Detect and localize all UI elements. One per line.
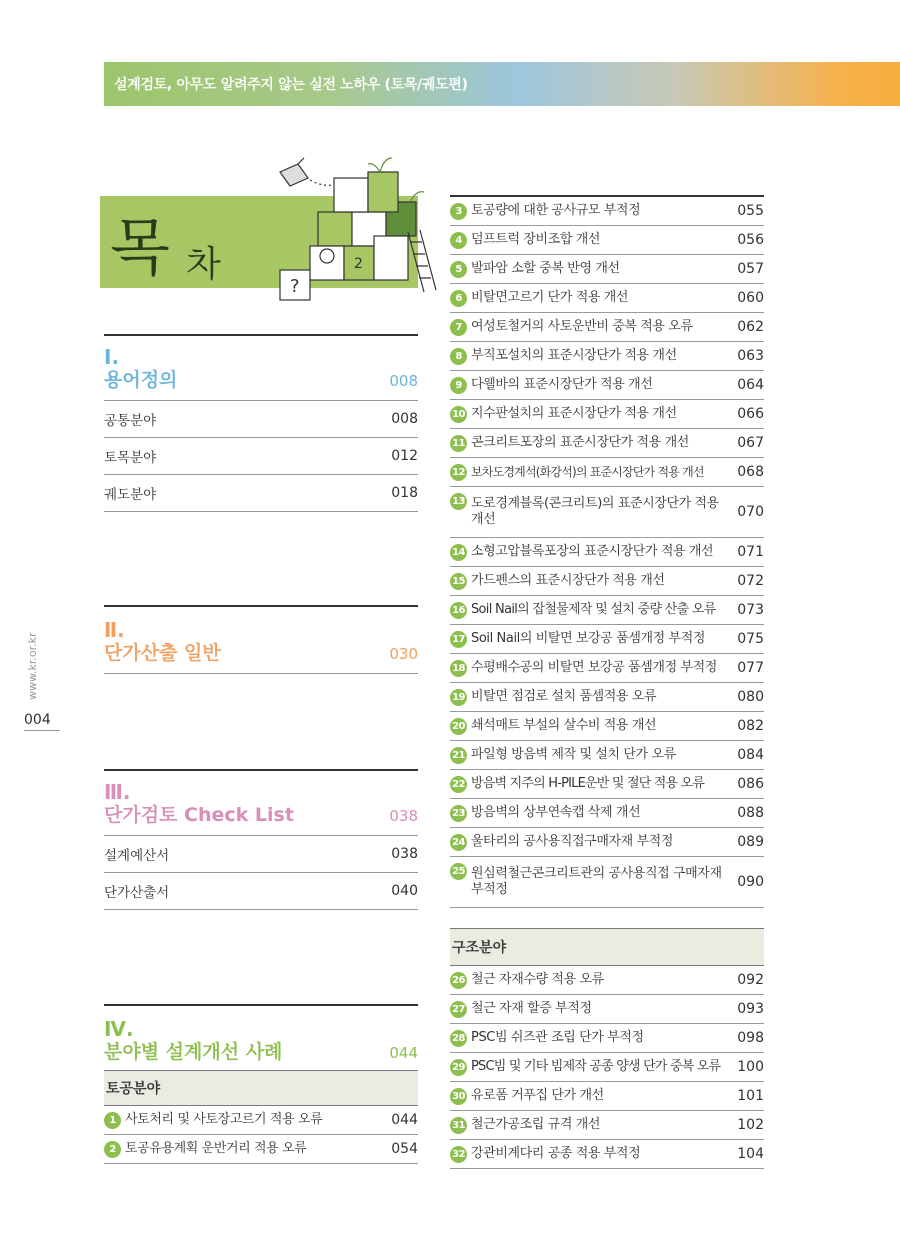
item-number-badge: 8 — [450, 348, 467, 365]
page-number: 004 — [24, 712, 51, 728]
item-number-badge: 22 — [450, 776, 467, 793]
item-page: 089 — [737, 834, 764, 850]
header-banner — [104, 62, 900, 106]
list-item[interactable] — [450, 458, 764, 487]
section-1-title[interactable]: 용어정의 — [104, 369, 178, 391]
item-label: 사토처리 및 사토장고르기 적용 오류 — [125, 1112, 323, 1127]
item-page: 057 — [737, 261, 764, 277]
item-label: 보차도경계석(화강석)의 표준시장단가 적용 개선 — [471, 465, 704, 479]
toc-row[interactable] — [104, 438, 418, 475]
list-item[interactable] — [450, 313, 764, 342]
list-item[interactable] — [450, 654, 764, 683]
item-label: 가드펜스의 표준시장단가 적용 개선 — [471, 573, 665, 588]
item-label: 수평배수공의 비탈면 보강공 품셈개정 부적정 — [471, 660, 717, 675]
section-1-page: 008 — [389, 372, 418, 390]
item-number-badge: 2 — [104, 1141, 121, 1158]
item-page: 090 — [737, 874, 764, 890]
item-label: 파일형 방음벽 제작 및 설치 단가 오류 — [471, 747, 676, 762]
section-2-header — [104, 641, 418, 674]
section-2-number: Ⅱ. — [104, 618, 125, 642]
item-number-badge: 18 — [450, 660, 467, 677]
item-number-badge: 28 — [450, 1030, 467, 1047]
banner-title: 설계검토, 아무도 알려주지 않는 실전 노하우 (토목/궤도편) — [114, 77, 468, 93]
item-number-badge: 26 — [450, 972, 467, 989]
item-page: 082 — [737, 718, 764, 734]
item-page: 088 — [737, 805, 764, 821]
item-page: 102 — [737, 1117, 764, 1133]
list-item[interactable] — [450, 1140, 764, 1169]
list-item[interactable] — [450, 741, 764, 770]
item-number-badge: 23 — [450, 805, 467, 822]
subsection-heading: 구조분야 — [450, 928, 764, 966]
item-page: 062 — [737, 319, 764, 335]
item-page: 044 — [391, 1112, 418, 1128]
list-item[interactable] — [450, 683, 764, 712]
section-4-header — [104, 1040, 418, 1070]
item-label: 콘크리트포장의 표준시장단가 적용 개선 — [471, 435, 689, 450]
item-number-badge: 17 — [450, 631, 467, 648]
toc-row[interactable] — [104, 475, 418, 512]
item-page: 054 — [391, 1141, 418, 1157]
section-1-header — [104, 368, 418, 401]
item-page: 056 — [737, 232, 764, 248]
item-number-badge: 16 — [450, 602, 467, 619]
section-2 — [104, 605, 418, 674]
list-item[interactable] — [450, 1053, 764, 1082]
item-number-badge: 25 — [450, 863, 467, 880]
item-number-badge: 5 — [450, 261, 467, 278]
item-number-badge: 31 — [450, 1117, 467, 1134]
item-label: 방음벽 지주의 H-PILE운반 및 절단 적용 오류 — [471, 776, 705, 791]
item-number-badge: 14 — [450, 544, 467, 561]
item-label: 쇄석매트 부설의 살수비 적용 개선 — [471, 718, 657, 733]
item-page: 073 — [737, 602, 764, 618]
list-item[interactable] — [450, 255, 764, 284]
item-page: 067 — [737, 435, 764, 451]
item-label: 덤프트럭 장비조합 개선 — [471, 232, 601, 247]
item-label: 부직포설치의 표준시장단가 적용 개선 — [471, 348, 677, 363]
section-3-header — [104, 803, 418, 836]
item-number-badge: 4 — [450, 232, 467, 249]
item-number-badge: 20 — [450, 718, 467, 735]
item-number-badge: 6 — [450, 290, 467, 307]
item-label: 비탈면 점검로 설치 품셈적용 오류 — [471, 689, 657, 704]
section-4-title[interactable]: 분야별 설계개선 사례 — [104, 1041, 283, 1063]
toc-row[interactable] — [104, 873, 418, 910]
item-page: 101 — [737, 1088, 764, 1104]
list-item[interactable] — [450, 1024, 764, 1053]
item-number-badge: 13 — [450, 493, 467, 510]
toc-row[interactable] — [104, 836, 418, 873]
item-page: 063 — [737, 348, 764, 364]
list-item[interactable] — [450, 770, 764, 799]
subsection-heading: 토공분야 — [104, 1070, 418, 1106]
item-page: 070 — [737, 504, 764, 520]
item-label: 철근 자재수량 적용 오류 — [471, 972, 604, 987]
item-page: 100 — [737, 1059, 764, 1075]
item-page: 055 — [737, 203, 764, 219]
item-label: 다웰바의 표준시장단가 적용 개선 — [471, 377, 653, 392]
item-label: 철근가공조립 규격 개선 — [471, 1117, 601, 1132]
section-4-number: Ⅳ. — [104, 1017, 134, 1041]
list-item[interactable] — [104, 1106, 418, 1135]
toc-row-label: 단가산출서 — [104, 885, 170, 901]
item-page: 077 — [737, 660, 764, 676]
toc-row[interactable] — [104, 401, 418, 438]
list-item[interactable] — [450, 284, 764, 313]
toc-row-page: 012 — [391, 448, 418, 464]
list-item[interactable] — [104, 1135, 418, 1164]
item-number-badge: 1 — [104, 1112, 121, 1129]
item-number-badge: 12 — [450, 464, 467, 481]
item-label: 원심력철근콘크리트관의 공사용직접 구매자재 부적정 — [471, 866, 722, 897]
toc-title-char2: 차 — [186, 244, 221, 285]
item-number-badge: 32 — [450, 1146, 467, 1163]
item-number-badge: 29 — [450, 1059, 467, 1076]
svg-text:2: 2 — [354, 256, 363, 272]
section-1 — [104, 334, 418, 512]
item-label: 여성토철거의 사토운반비 중복 적용 오류 — [471, 319, 693, 334]
item-page: 066 — [737, 406, 764, 422]
list-item[interactable] — [450, 966, 764, 995]
toc-row-label: 궤도분야 — [104, 487, 157, 503]
section-3-number: Ⅲ. — [104, 780, 131, 804]
blocks-illustration — [270, 152, 438, 312]
item-label: 방음벽의 상부연속캡 삭제 개선 — [471, 805, 641, 820]
section-3-title[interactable]: 단가검토 Check List — [104, 804, 294, 826]
list-item[interactable] — [450, 538, 764, 567]
list-item[interactable] — [450, 487, 764, 538]
list-item[interactable] — [450, 712, 764, 741]
item-number-badge: 21 — [450, 747, 467, 764]
item-label: Soil Nail의 잡철물제작 및 설치 중량 산출 오류 — [471, 602, 716, 617]
list-item[interactable] — [450, 625, 764, 654]
item-number-badge: 7 — [450, 319, 467, 336]
item-label: 토공량에 대한 공사규모 부적정 — [471, 203, 641, 218]
item-number-badge: 3 — [450, 203, 467, 220]
item-label: Soil Nail의 비탈면 보강공 품셈개정 부적정 — [471, 631, 706, 646]
item-label: PSC빔 쉬즈관 조립 단가 부적정 — [471, 1030, 644, 1045]
item-number-badge: 30 — [450, 1088, 467, 1105]
section-4-page: 044 — [389, 1044, 418, 1062]
item-page: 071 — [737, 544, 764, 560]
site-url: www.kr.or.kr — [26, 632, 39, 700]
item-page: 080 — [737, 689, 764, 705]
item-page: 068 — [737, 464, 764, 480]
list-item[interactable] — [450, 857, 764, 908]
section-1-number: Ⅰ. — [104, 345, 120, 369]
toc-row-page: 040 — [391, 883, 418, 899]
item-label: 비탈면고르기 단가 적용 개선 — [471, 290, 629, 305]
item-label: 소형고압블록포장의 표준시장단가 적용 개선 — [471, 544, 714, 559]
item-page: 086 — [737, 776, 764, 792]
list-item[interactable] — [450, 995, 764, 1024]
item-number-badge: 15 — [450, 573, 467, 590]
toc-row-page: 038 — [391, 846, 418, 862]
item-page: 098 — [737, 1030, 764, 1046]
item-page: 092 — [737, 972, 764, 988]
toc-row-page: 008 — [391, 411, 418, 427]
item-number-badge: 10 — [450, 406, 467, 423]
item-label: 토공유용계획 운반거리 적용 오류 — [125, 1141, 307, 1156]
item-page: 093 — [737, 1001, 764, 1017]
list-item[interactable] — [450, 828, 764, 857]
item-number-badge: 24 — [450, 834, 467, 851]
item-number-badge: 27 — [450, 1001, 467, 1018]
toc-row-label: 토목분야 — [104, 450, 157, 466]
section-3-page: 038 — [389, 807, 418, 825]
item-label: 발파암 소할 중복 반영 개선 — [471, 261, 620, 276]
section-2-page: 030 — [389, 645, 418, 663]
item-number-badge: 19 — [450, 689, 467, 706]
svg-text:?: ? — [290, 276, 300, 297]
list-item[interactable] — [450, 197, 764, 226]
page-number-divider — [24, 730, 60, 731]
item-page: 104 — [737, 1146, 764, 1162]
right-column-list — [450, 195, 764, 1169]
item-label: 유로폼 거푸집 단가 개선 — [471, 1088, 604, 1103]
list-item[interactable] — [450, 1111, 764, 1140]
item-label: PSC빔 및 기타 빔제작 공종 양생 단가 중복 오류 — [471, 1059, 721, 1074]
item-page: 084 — [737, 747, 764, 763]
list-item[interactable] — [450, 567, 764, 596]
list-item[interactable] — [450, 429, 764, 458]
list-item[interactable] — [450, 226, 764, 255]
list-item[interactable] — [450, 799, 764, 828]
item-label: 강관비계다리 공종 적용 부적정 — [471, 1146, 641, 1161]
section-4 — [104, 1004, 418, 1164]
list-item[interactable] — [450, 400, 764, 429]
item-page: 072 — [737, 573, 764, 589]
toc-row-label: 설계예산서 — [104, 848, 170, 864]
item-number-badge: 9 — [450, 377, 467, 394]
list-item[interactable] — [450, 342, 764, 371]
item-page: 064 — [737, 377, 764, 393]
list-item[interactable] — [450, 1082, 764, 1111]
item-label: 도로경계블록(콘크리트)의 표준시장단가 적용 개선 — [471, 496, 719, 527]
item-label: 지수판설치의 표준시장단가 적용 개선 — [471, 406, 677, 421]
section-2-title[interactable]: 단가산출 일반 — [104, 642, 221, 664]
toc-row-label: 공통분야 — [104, 413, 157, 429]
item-label: 철근 자재 할증 부적정 — [471, 1001, 592, 1016]
list-item[interactable] — [450, 596, 764, 625]
item-label: 울타리의 공사용직접구매자재 부적정 — [471, 834, 673, 849]
item-number-badge: 11 — [450, 435, 467, 452]
toc-title-char1: 목 — [110, 211, 170, 284]
toc-row-page: 018 — [391, 485, 418, 501]
list-item[interactable] — [450, 371, 764, 400]
item-page: 060 — [737, 290, 764, 306]
section-3 — [104, 769, 418, 910]
item-page: 075 — [737, 631, 764, 647]
